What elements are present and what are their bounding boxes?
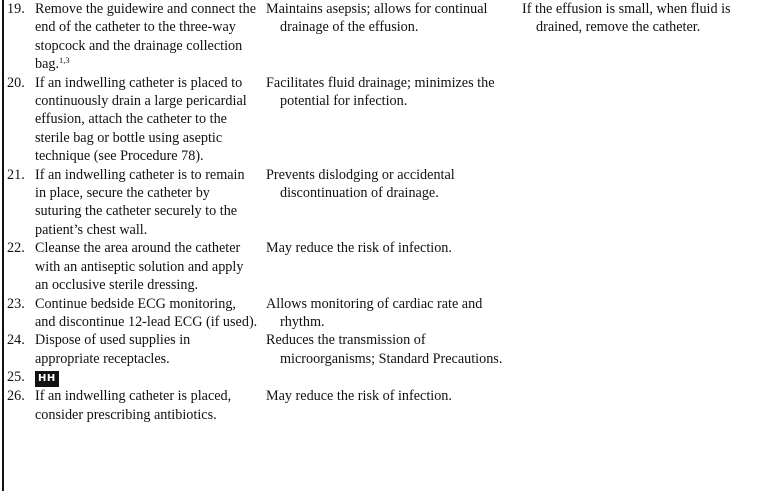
reference-superscript: 1,3: [59, 55, 70, 66]
step-number: 24.: [7, 332, 25, 349]
step-text: 21. If an indwelling catheter is to remain in place, secure the catheter by suturing the catheter securely to the patient’s chest wall.: [7, 166, 245, 238]
step-text: 26. If an indwelling catheter is placed, consider prescribing antibiotics.: [7, 388, 232, 423]
step-number: 21.: [7, 166, 25, 183]
rationale-text: Facilitates fluid drainage; minimizes the potential for infection.: [266, 74, 495, 110]
hand-hygiene-icon: HH: [35, 371, 59, 387]
step-text: 19. Remove the guidewire and connect the end of the catheter to the three-way stopcock and the drainage collection bag.$^{1,3}$: [7, 1, 257, 73]
table-row: [7, 295, 767, 332]
table-row: [7, 0, 767, 74]
rationale-text: May reduce the risk of infection.: [266, 388, 452, 405]
table-row: [7, 74, 767, 166]
step-text: 22. Cleanse the area around the catheter with an antiseptic solution and apply an occlusive sterile dressing.: [7, 240, 244, 294]
step-text: 24. Dispose of used supplies in appropriate receptacles.: [7, 332, 191, 367]
table-row: [7, 331, 767, 368]
step-number: 26.: [7, 388, 25, 405]
step-number: 22.: [7, 240, 25, 257]
step-text: 20. If an indwelling catheter is placed to continuously drain a large pericardial effusion, attach the catheter to the sterile bag or bottle using aseptic technique (see Procedure 78).: [7, 74, 247, 165]
table-row: [7, 239, 767, 294]
table-row: [7, 387, 767, 424]
rationale-text: May reduce the risk of infection.: [266, 240, 452, 257]
rationale-text: Prevents dislodging or accidental discontinuation of drainage.: [266, 166, 455, 202]
step-number: 19.: [7, 1, 25, 17]
procedure-steps-table: [7, 0, 767, 424]
step-number: 20.: [7, 74, 25, 91]
special-considerations-text: If the effusion is small, when fluid is drained, remove the catheter.: [522, 1, 731, 36]
table-row: [7, 368, 767, 387]
rationale-text: Allows monitoring of cardiac rate and rhythm.: [266, 295, 483, 330]
step-text: 23. Continue bedside ECG monitoring, and discontinue 12-lead ECG (if used).: [7, 295, 258, 330]
rationale-text: Maintains asepsis; allows for continual drainage of the effusion.: [266, 1, 488, 36]
step-text: [7, 368, 266, 387]
table-row: [7, 166, 767, 240]
step-number: 23.: [7, 295, 25, 312]
step-number: 25.: [7, 369, 25, 386]
rationale-text: Reduces the transmission of microorganisms; Standard Precautions.: [266, 332, 503, 367]
left-border-rule: [2, 0, 4, 491]
